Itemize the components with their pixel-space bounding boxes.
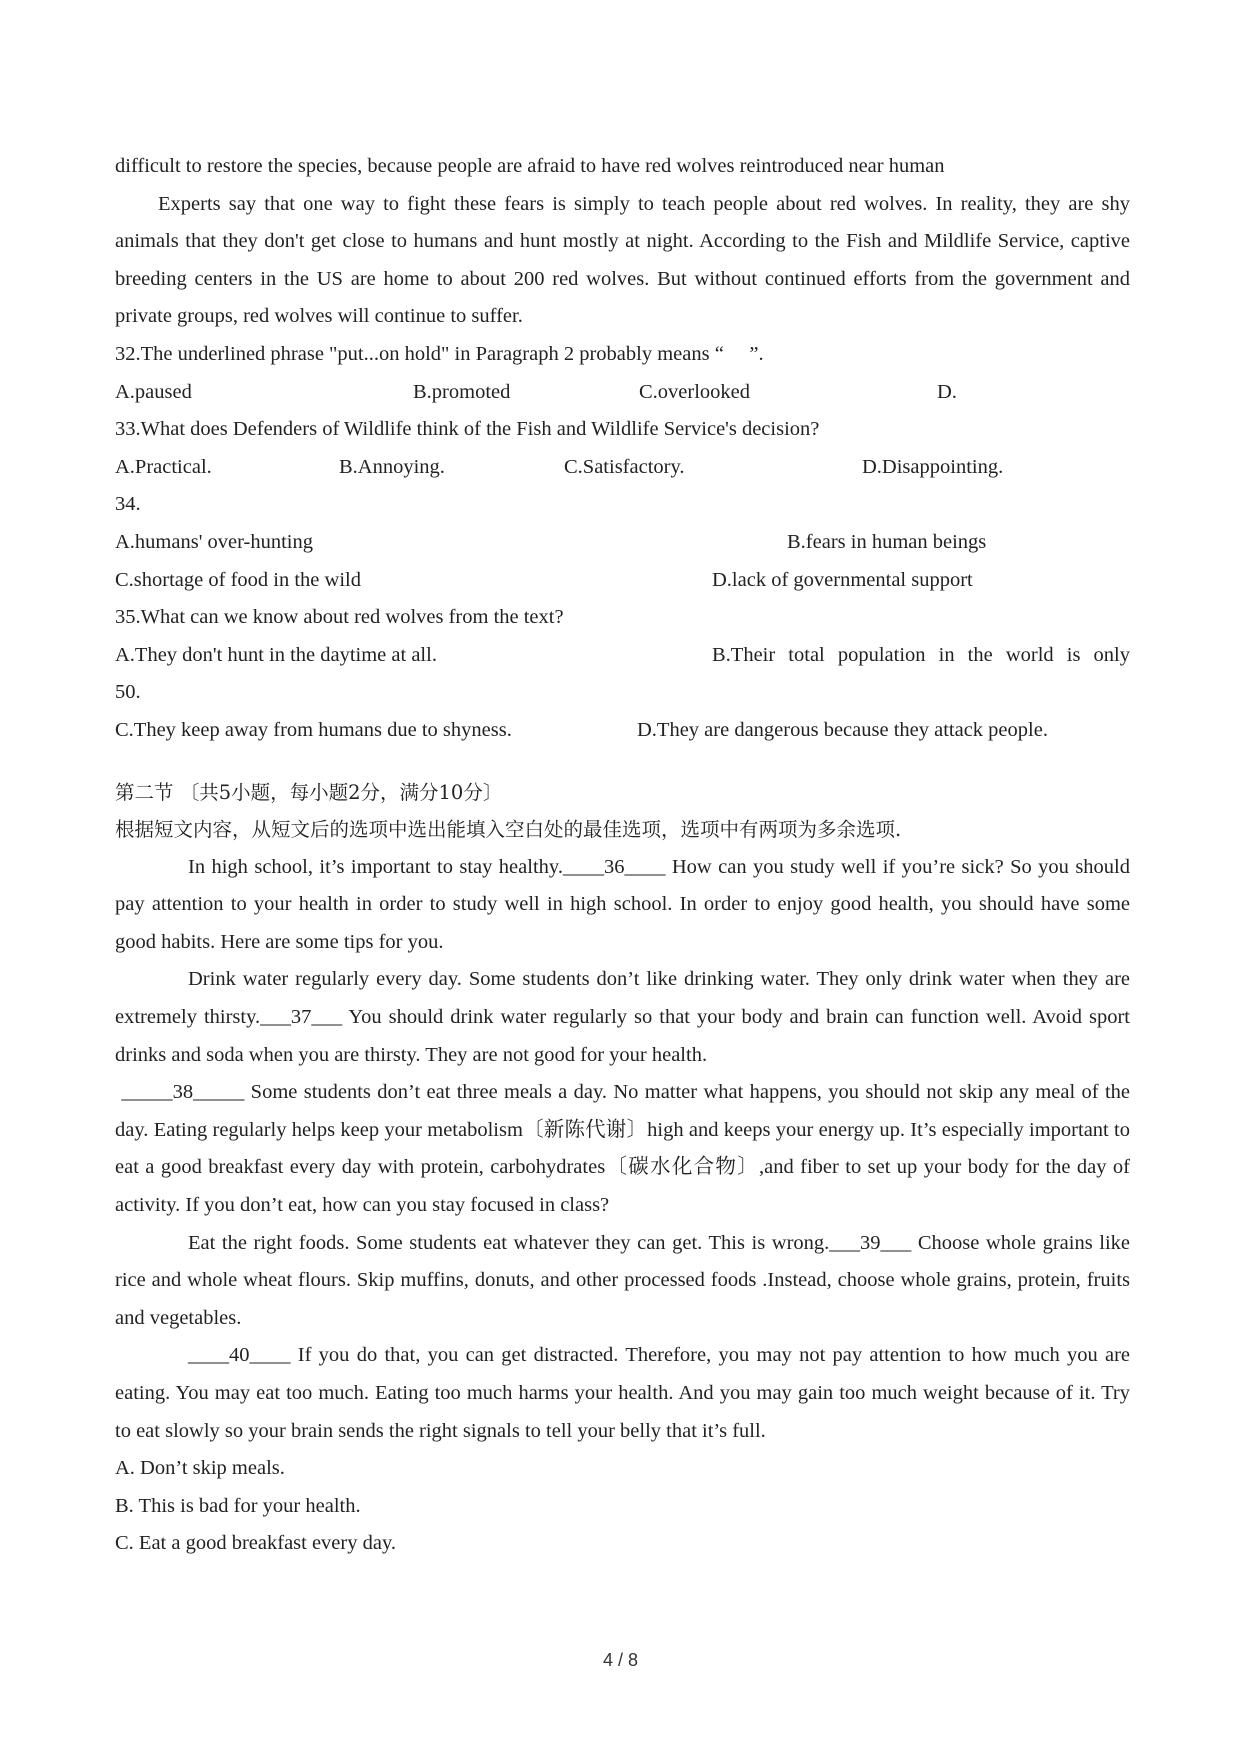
question-35-stem: 35.What can we know about red wolves from the text? — [115, 606, 564, 629]
question-34-options-ab — [115, 524, 1130, 562]
option-33-b: B.Annoying. — [339, 455, 445, 478]
answer-option-b: B. This is bad for your health. — [115, 1494, 361, 1517]
option-33-d: D.Disappointing. — [862, 455, 1004, 478]
answer-option-c: C. Eat a good breakfast every day. — [115, 1532, 397, 1555]
section-2-heading: 第二节 〔共5小题，每小题2分，满分10分〕 — [115, 780, 503, 804]
option-35-d: D.They are dangerous because they attack people. — [637, 718, 1048, 741]
option-32-a: A.paused — [115, 380, 192, 403]
option-34-d: D.lack of governmental support — [712, 568, 973, 591]
question-32-stem: 32.The underlined phrase "put...on hold" in Paragraph 2 probably means “ ”. — [115, 342, 764, 365]
option-35-c: C.They keep away from humans due to shyness. — [115, 718, 512, 741]
option-32-d: D. — [937, 380, 957, 403]
page-content — [115, 148, 1136, 1563]
paragraph-2: Experts say that one way to fight these fears is simply to teach people about red wolves. In reality, they are shy animals that they don't get close to humans and hunt mostly at night. According to the Fish and Mildlife Service, captive breeding centers in the US are home to about 200 red wolves. But without continued efforts from the government and private groups, red wolves will continue to suffer. — [115, 192, 1130, 328]
passage-paragraph-4: Eat the right foods. Some students eat whatever they can get. This is wrong.___39___ Choose whole grains like rice and whole wheat flours. Skip muffins, donuts, and other processed foods .Instead, choose whole grains, protein, fruits and vegetables. — [115, 1231, 1130, 1329]
option-32-b: B.promoted — [413, 380, 511, 403]
passage-paragraph-5: ____40____ If you do that, you can get distracted. Therefore, you may not pay attention to how much you are eating. You may eat too much. Eating too much harms your health. And you may gain too much weight because of it. Try to eat slowly so your brain sends the right signals to tell your belly that it’s full. — [115, 1344, 1130, 1442]
page-number: 4 / 8 — [602, 1650, 639, 1670]
question-33-options — [115, 449, 1130, 487]
question-32-options — [115, 374, 1130, 412]
question-35-options-cd — [115, 712, 1130, 750]
option-35-a: A.They don't hunt in the daytime at all. — [115, 643, 437, 666]
question-34-stem: 34. — [115, 493, 141, 516]
option-33-a: A.Practical. — [115, 455, 212, 478]
option-34-a: A.humans' over-hunting — [115, 530, 314, 553]
answer-option-a: A. Don’t skip meals. — [115, 1457, 285, 1480]
option-34-c: C.shortage of food in the wild — [115, 568, 361, 591]
question-34-options-cd — [115, 562, 1130, 600]
passage-paragraph-3: _____38_____ Some students don’t eat three meals a day. No matter what happens, you should not skip any meal of the day. Eating regularly helps keep your metabolism〔新陈代谢〕high and keeps your energy up. It’s especially important to eat a good breakfast every day with protein, carbohydrates〔碳水化合物〕,and fiber to set up your body for the day of activity. If you don’t eat, how can you stay focused in class? — [115, 1081, 1136, 1217]
option-34-b: B.fears in human beings — [787, 530, 987, 553]
section-2-instruction: 根据短文内容，从短文后的选项中选出能填入空白处的最佳选项，选项中有两项为多余选项. — [115, 818, 902, 842]
option-32-c: C.overlooked — [639, 380, 751, 403]
passage-paragraph-1: In high school, it’s important to stay healthy.____36____ How can you study well if you’re sick? So you should pay attention to your health in order to study well in high school. In order to enjoy good health, you should have some good habits. Here are some tips for you. — [115, 855, 1130, 953]
option-35-b-continued: 50. — [115, 681, 141, 704]
passage-paragraph-2: Drink water regularly every day. Some students don’t like drinking water. They only drink water when they are extremely thirsty.___37___ You should drink water regularly so that your body and brain can function well. Avoid sport drinks and soda when you are thirsty. They are not good for your health. — [115, 968, 1130, 1066]
option-33-c: C.Satisfactory. — [564, 455, 685, 478]
option-35-b: B.Their total population in the world is only — [712, 643, 1130, 666]
paragraph-1-tail: difficult to restore the species, because people are afraid to have red wolves reintroduced near human — [115, 155, 945, 177]
question-35-options-ab — [115, 637, 1130, 675]
question-33-stem: 33.What does Defenders of Wildlife think of the Fish and Wildlife Service's decision? — [115, 418, 820, 441]
